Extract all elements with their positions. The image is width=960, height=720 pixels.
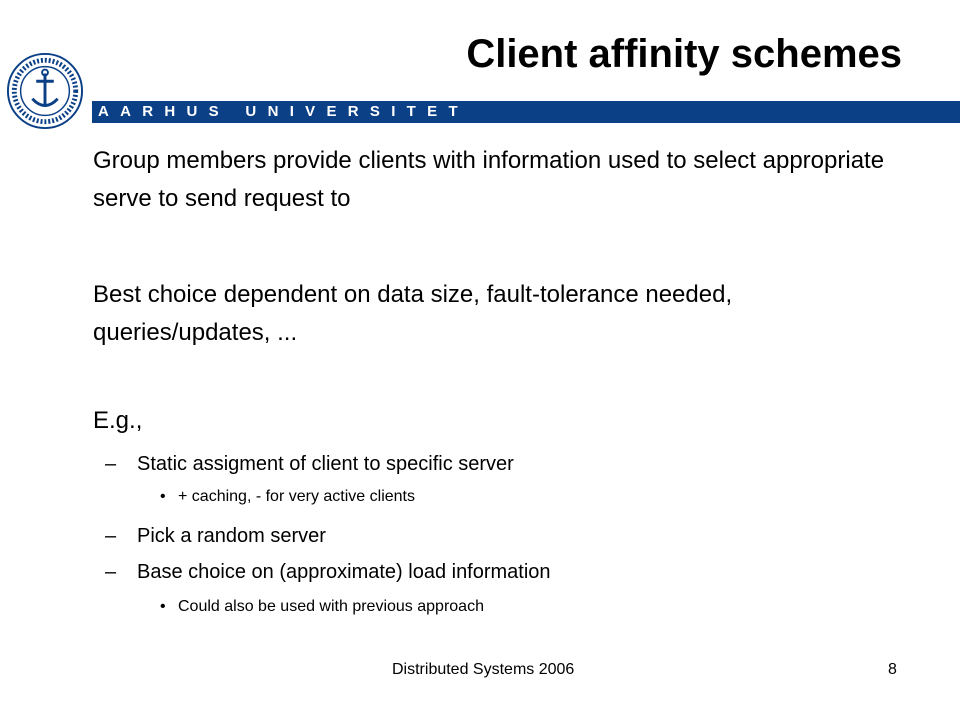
page-number: 8 bbox=[888, 661, 897, 678]
university-seal-logo bbox=[6, 52, 84, 130]
paragraph-1: Group members provide clients with information used to select appropriate serve to send request to bbox=[93, 147, 885, 212]
list-item-text: Base choice on (approximate) load information bbox=[137, 561, 551, 583]
slide-title: Client affinity schemes bbox=[466, 32, 902, 76]
university-name: AARHUS UNIVERSITET bbox=[98, 103, 469, 120]
list-item bbox=[160, 596, 484, 618]
dot-bullet: • bbox=[160, 598, 166, 615]
list-item-text: Could also be used with previous approach bbox=[178, 598, 484, 615]
list-item bbox=[105, 558, 551, 586]
paragraph-3: E.g., bbox=[93, 407, 143, 434]
dot-bullet: • bbox=[160, 488, 166, 505]
dash-bullet: – bbox=[105, 561, 117, 583]
list-item-text: Static assigment of client to specific server bbox=[137, 453, 514, 475]
list-item bbox=[105, 450, 514, 478]
list-item bbox=[105, 522, 326, 550]
paragraph-2: Best choice dependent on data size, fault-tolerance needed, queries/updates, ... bbox=[93, 281, 733, 346]
list-item-text: Pick a random server bbox=[137, 525, 326, 547]
footer-course: Distributed Systems 2006 bbox=[392, 661, 575, 678]
list-item bbox=[160, 486, 415, 508]
dash-bullet: – bbox=[105, 525, 117, 547]
list-item-text: + caching, - for very active clients bbox=[178, 488, 415, 505]
dash-bullet: – bbox=[105, 453, 117, 475]
